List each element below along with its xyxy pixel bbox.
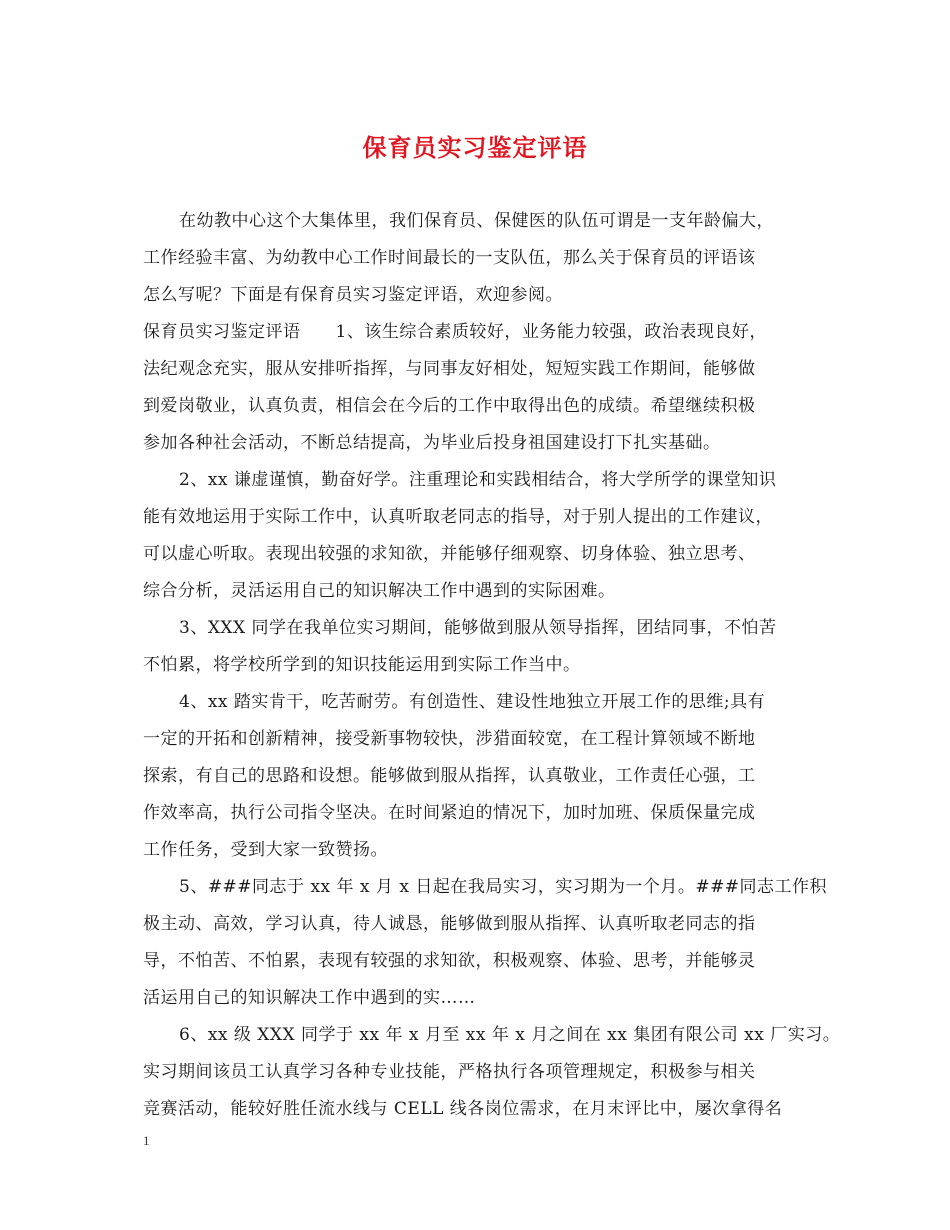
body-line: 工作经验丰富、为幼教中心工作时间最长的一支队伍，那么关于保育员的评语该: [143, 248, 756, 268]
body-line: 不怕累，将学校所学到的知识技能运用到实际工作当中。: [143, 655, 581, 675]
body-line: 5、###同志于 xx 年 x 月 x 日起在我局实习，实习期为一个月。###同志工作积: [179, 877, 828, 897]
body-line: 综合分析，灵活运用自己的知识解决工作中遇到的实际困难。: [143, 581, 616, 601]
body-line: 怎么写呢？下面是有保育员实习鉴定评语，欢迎参阅。: [143, 285, 563, 305]
body-line: 4、xx 踏实肯干，吃苦耐劳。有创造性、建设性地独立开展工作的思维;具有: [179, 692, 766, 712]
body-line: 3、XXX 同学在我单位实习期间，能够做到服从领导指挥，团结同事，不怕苦: [179, 618, 777, 638]
body-line: 工作任务，受到大家一致赞扬。: [143, 840, 388, 860]
body-line: 法纪观念充实，服从安排听指挥，与同事友好相处，短短实践工作期间，能够做: [143, 359, 756, 379]
body-line: 探索，有自己的思路和设想。能够做到服从指挥，认真敬业，工作责任心强，工: [143, 766, 756, 786]
body-line: 2、xx 谦虚谨慎，勤奋好学。注重理论和实践相结合，将大学所学的课堂知识: [179, 470, 777, 490]
document-title: 保育员实习鉴定评语: [362, 133, 588, 162]
body-line: 活运用自己的知识解决工作中遇到的实……: [143, 988, 476, 1008]
document-body: [143, 203, 841, 1128]
body-line: 在幼教中心这个大集体里，我们保育员、保健医的队伍可谓是一支年龄偏大，: [179, 211, 774, 231]
body-line: 参加各种社会活动，不断总结提高，为毕业后投身祖国建设打下扎实基础。: [143, 433, 721, 453]
body-line: 实习期间该员工认真学习各种专业技能，严格执行各项管理规定，积极参与相关: [143, 1062, 756, 1082]
body-line: 可以虚心听取。表现出较强的求知欲，并能够仔细观察、切身体验、独立思考、: [143, 544, 756, 564]
body-line: 能有效地运用于实际工作中，认真听取老同志的指导，对于别人提出的工作建议，: [143, 507, 773, 527]
body-line: 导，不怕苦、不怕累，表现有较强的求知欲，积极观察、体验、思考，并能够灵: [143, 951, 756, 971]
body-line: 到爱岗敬业，认真负责，相信会在今后的工作中取得出色的成绩。希望继续积极: [143, 396, 756, 416]
page-number: 1: [143, 1133, 150, 1148]
body-line: 一定的开拓和创新精神，接受新事物较快，涉猎面较宽，在工程计算领域不断地: [143, 729, 756, 749]
body-line: 保育员实习鉴定评语 1、该生综合素质较好，业务能力较强，政治表现良好，: [143, 322, 767, 342]
body-line: 竞赛活动，能较好胜任流水线与 CELL 线各岗位需求，在月末评比中，屡次拿得名: [143, 1099, 783, 1119]
body-line: 作效率高，执行公司指令坚决。在时间紧迫的情况下，加时加班、保质保量完成: [143, 803, 756, 823]
body-line: 极主动、高效，学习认真，待人诚恳，能够做到服从指挥、认真听取老同志的指: [143, 914, 756, 934]
body-line: 6、xx 级 XXX 同学于 xx 年 x 月至 xx 年 x 月之间在 xx 集团有限公司 xx 厂实习。: [179, 1025, 841, 1045]
